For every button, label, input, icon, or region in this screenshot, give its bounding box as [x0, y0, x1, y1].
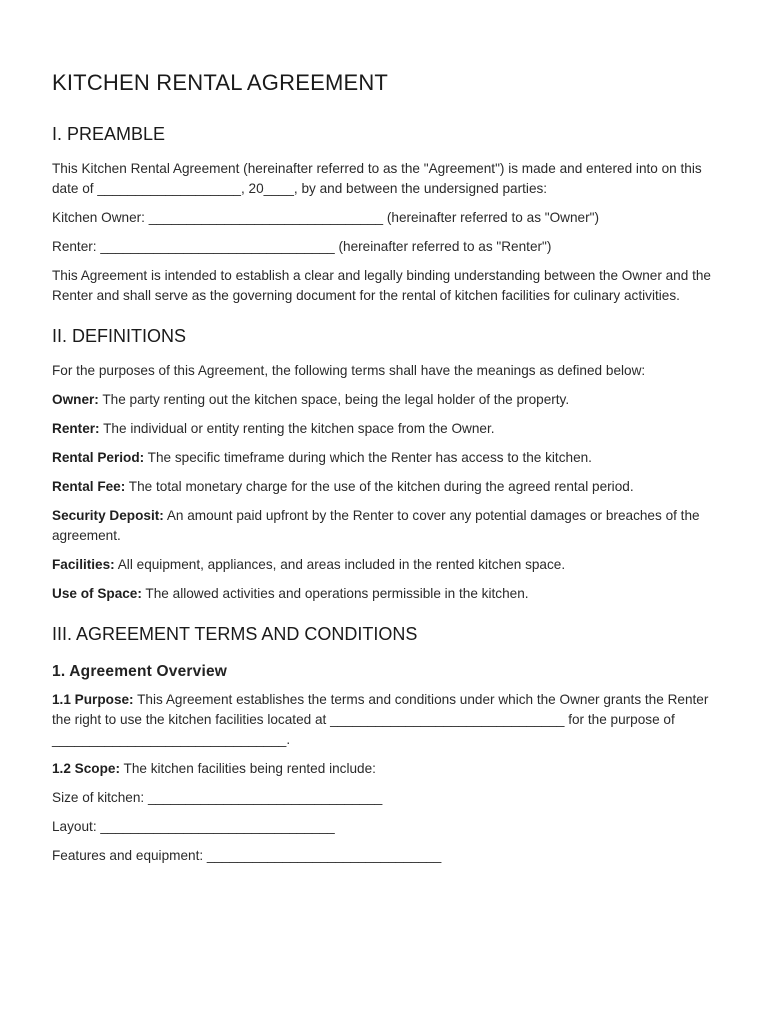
clause-term: 1.1 Purpose: [52, 692, 134, 707]
agreement-overview-heading: 1. Agreement Overview [52, 663, 228, 680]
definition-rental-fee [52, 477, 720, 497]
definition-renter [52, 419, 720, 439]
renter-line: Renter: _______________________________ (hereinafter referred to as "Renter") [52, 239, 552, 254]
document-title: KITCHEN RENTAL AGREEMENT [52, 70, 389, 95]
terms-heading: III. AGREEMENT TERMS AND CONDITIONS [52, 624, 418, 644]
definition-term: Rental Fee: [52, 479, 126, 494]
definition-facilities [52, 555, 720, 575]
layout-line: Layout: _______________________________ [52, 819, 335, 834]
clause-text: This Agreement establishes the terms and conditions under which the Owner grants the Renter the right to use the kitchen facilities located at _______________________________ for the purpose of _______________________________. [52, 692, 709, 747]
clause-scope [52, 759, 720, 779]
definition-term: Security Deposit: [52, 508, 164, 523]
definition-security-deposit [52, 506, 720, 546]
definition-text: The total monetary charge for the use of the kitchen during the agreed rental period. [125, 479, 634, 494]
definition-text: The party renting out the kitchen space, being the legal holder of the property. [98, 392, 570, 407]
definition-text: The specific timeframe during which the Renter has access to the kitchen. [144, 450, 592, 465]
preamble-intro: This Kitchen Rental Agreement (hereinafter referred to as the "Agreement") is made and entered into on this date of ___________________, 20____, by and between the undersigned parties: [52, 161, 702, 196]
definition-term: Use of Space: [52, 586, 142, 601]
definition-rental-period [52, 448, 720, 468]
definition-term: Renter: [52, 421, 100, 436]
clause-term: 1.2 Scope: [52, 761, 120, 776]
preamble-purpose: This Agreement is intended to establish a clear and legally binding understanding between the Owner and the Renter and shall serve as the governing document for the rental of kitchen facilities for culinary activities. [52, 268, 711, 303]
definition-term: Facilities: [52, 557, 115, 572]
clause-text: The kitchen facilities being rented include: [120, 761, 376, 776]
terms-section [52, 624, 720, 866]
definition-term: Rental Period: [52, 450, 145, 465]
definition-use-of-space [52, 584, 720, 604]
definitions-intro: For the purposes of this Agreement, the following terms shall have the meanings as defined below: [52, 363, 646, 378]
definition-text: An amount paid upfront by the Renter to cover any potential damages or breaches of the agreement. [52, 508, 700, 543]
features-line: Features and equipment: _______________________________ [52, 848, 442, 863]
definition-text: The allowed activities and operations permissible in the kitchen. [141, 586, 529, 601]
definition-term: Owner: [52, 392, 99, 407]
definition-text: All equipment, appliances, and areas included in the rented kitchen space. [114, 557, 566, 572]
clause-purpose [52, 690, 720, 750]
agreement-overview-subsection [52, 663, 720, 866]
owner-line: Kitchen Owner: _______________________________ (hereinafter referred to as "Owner") [52, 210, 599, 225]
size-of-kitchen-line: Size of kitchen: _______________________________ [52, 790, 383, 805]
definition-owner [52, 390, 720, 410]
preamble-section [52, 124, 720, 306]
definitions-heading: II. DEFINITIONS [52, 326, 187, 346]
preamble-heading: I. PREAMBLE [52, 124, 166, 144]
definitions-section [52, 326, 720, 604]
definition-text: The individual or entity renting the kitchen space from the Owner. [99, 421, 495, 436]
